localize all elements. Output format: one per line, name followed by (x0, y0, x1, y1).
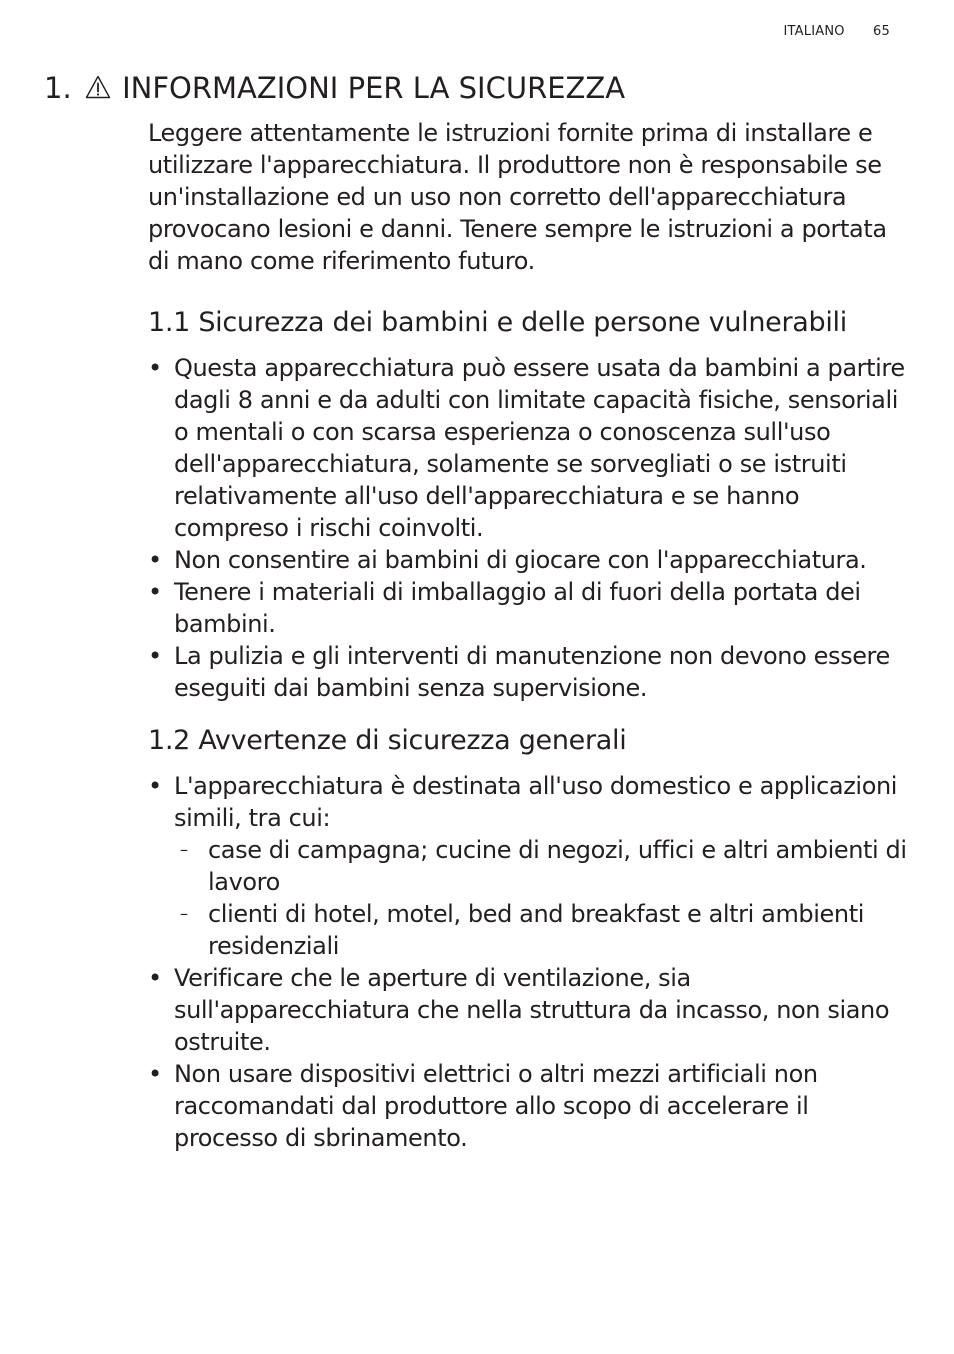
list-item-text: Non consentire ai bambini di giocare con l'apparecchiatura. (174, 546, 867, 574)
sub-list-item-text: clienti di hotel, motel, bed and breakfast e altri ambienti residenziali (208, 900, 864, 960)
bullet-marker: • (148, 1060, 162, 1088)
list-item (148, 352, 908, 544)
bullet-marker: • (148, 772, 162, 800)
sub-list-item-text: case di campagna; cucine di negozi, uffici e altri ambienti di lavoro (208, 836, 907, 896)
dash-marker: – (180, 904, 188, 923)
sub-list (174, 834, 908, 962)
running-header (784, 24, 890, 39)
list-item (148, 770, 908, 962)
bullet-marker: • (148, 578, 162, 606)
section-1-1-title: 1.1 Sicurezza dei bambini e delle persone vulnerabili (148, 307, 847, 338)
sub-list-item (174, 898, 908, 962)
content-column (148, 117, 908, 1154)
header-language: ITALIANO (783, 24, 845, 39)
chapter-number: 1. (44, 71, 72, 105)
section-1-2-title: 1.2 Avvertenze di sicurezza generali (148, 725, 627, 756)
list-item (148, 1058, 908, 1154)
list-item-text: Questa apparecchiatura può essere usata da bambini a partire dagli 8 anni e da adulti con limitate capacità fisiche, sensoriali o mentali o con scarsa esperienza o conoscenza sull'uso dell'apparecchiatura, solamente se sorvegliati o se istruiti relativamente all'uso dell'apparecchiatura e se hanno compreso i rischi coinvolti. (174, 354, 905, 542)
list-item-text: Tenere i materiali di imballaggio al di fuori della portata dei bambini. (174, 578, 861, 638)
bullet-marker: • (148, 642, 162, 670)
intro-paragraph: Leggere attentamente le istruzioni fornite prima di installare e utilizzare l'apparecchiatura. Il produttore non è responsabile se un'installazione ed un uso non corretto dell'apparecchiatura provocano lesioni e danni. Tenere sempre le istruzioni a portata di mano come riferimento futuro. (148, 119, 887, 275)
list-item (148, 544, 908, 576)
list-item (148, 576, 908, 640)
page-number: 65 (873, 24, 890, 39)
list-item (148, 962, 908, 1058)
list-item-text: La pulizia e gli interventi di manutenzione non devono essere eseguiti dai bambini senza supervisione. (174, 642, 890, 702)
sub-list-item (174, 834, 908, 898)
chapter-title (44, 68, 625, 108)
chapter-heading-text: INFORMAZIONI PER LA SICUREZZA (122, 71, 626, 105)
list-item (148, 640, 908, 704)
dash-marker: – (180, 840, 188, 859)
list-item-text: Verificare che le aperture di ventilazione, sia sull'apparecchiatura che nella struttura da incasso, non siano ostruite. (174, 964, 890, 1056)
list-item-text: Non usare dispositivi elettrici o altri mezzi artificiali non raccomandati dal produttore allo scopo di accelerare il processo di sbrinamento. (174, 1060, 818, 1152)
bullet-marker: • (148, 964, 162, 992)
list-item-text: L'apparecchiatura è destinata all'uso domestico e applicazioni simili, tra cui: (174, 772, 898, 832)
bullet-marker: • (148, 354, 162, 382)
bullet-marker: • (148, 546, 162, 574)
section-1-2-list (148, 770, 908, 1154)
warning-triangle-icon (85, 70, 111, 96)
section-1-1-list (148, 352, 908, 704)
